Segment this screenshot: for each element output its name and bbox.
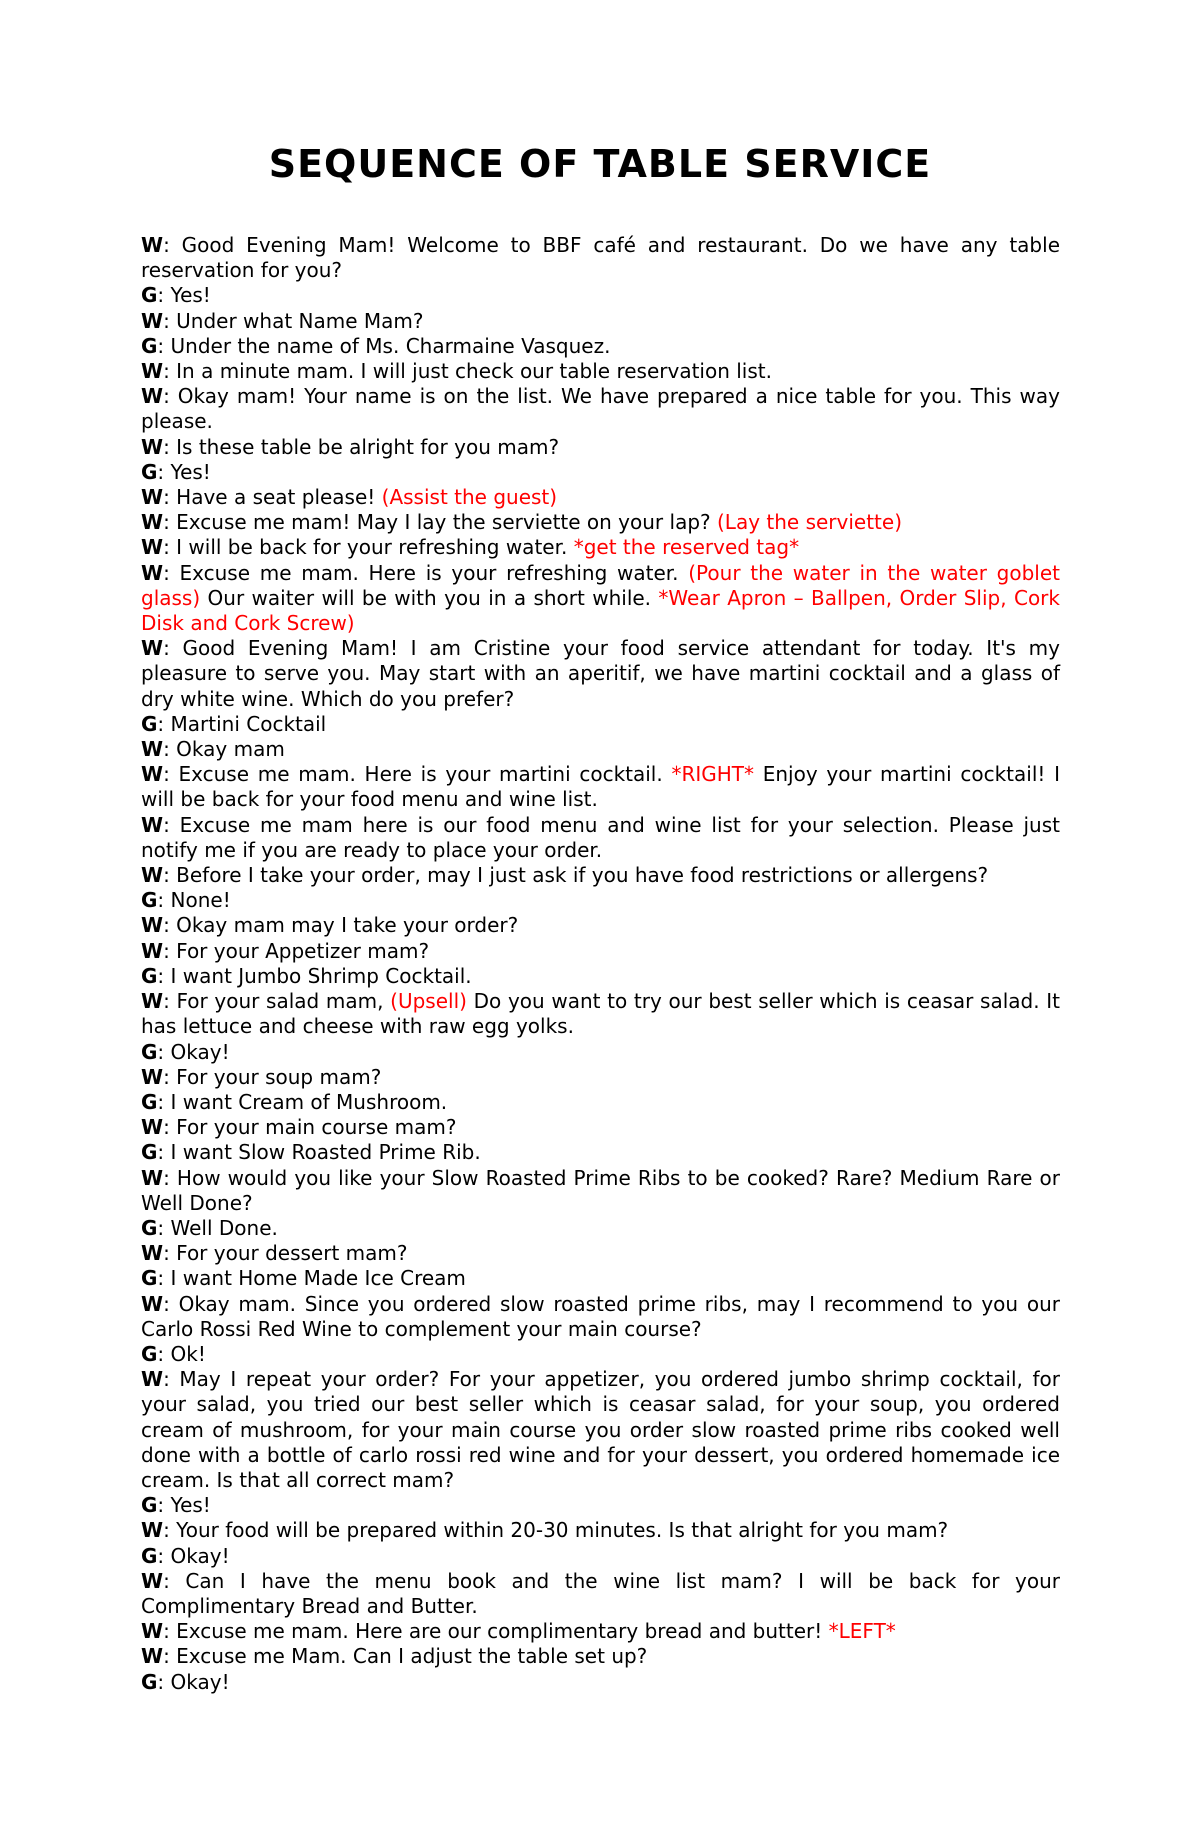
- dialogue-line: [141, 1493, 1060, 1518]
- dialogue-line: [141, 1569, 1060, 1619]
- dialogue-text: Do you want to try our best seller which is ceasar salad. It has lettuce and cheese with raw egg yolks.: [141, 989, 1060, 1039]
- dialogue-text: : Is these table be alright for you mam?: [163, 434, 560, 459]
- speaker-label: W: [141, 636, 164, 661]
- speaker-label: G: [141, 1089, 158, 1114]
- dialogue-line: [141, 939, 1060, 964]
- speaker-label: W: [141, 938, 164, 963]
- dialogue-line: [141, 1367, 1060, 1493]
- dialogue-text: : Okay!: [157, 1669, 230, 1694]
- dialogue-text: : Okay mam! Your name is on the list. We have prepared a nice table for you. This way please.: [141, 384, 1060, 434]
- dialogue-text: : Yes!: [157, 1493, 211, 1518]
- speaker-label: W: [141, 1115, 164, 1140]
- dialogue-line: [141, 1670, 1060, 1695]
- speaker-label: W: [141, 434, 164, 459]
- page-title: SEQUENCE OF TABLE SERVICE: [268, 142, 932, 186]
- dialogue-text: : For your main course mam?: [163, 1115, 457, 1140]
- speaker-label: W: [141, 560, 164, 585]
- dialogue-text: : None!: [157, 888, 231, 913]
- speaker-label: W: [141, 359, 164, 384]
- dialogue-line: [141, 1619, 1060, 1644]
- speaker-label: W: [141, 233, 164, 257]
- speaker-label: W: [141, 1644, 164, 1669]
- dialogue-text: : In a minute mam. I will just check our table reservation list.: [163, 359, 772, 384]
- speaker-label: G: [141, 1215, 158, 1240]
- dialogue-line: [141, 359, 1060, 384]
- speaker-label: W: [141, 1619, 164, 1644]
- dialogue-text: : Martini Cocktail: [157, 711, 327, 736]
- speaker-label: W: [141, 1518, 164, 1543]
- dialogue-line: [141, 1140, 1060, 1165]
- dialogue-text: : Okay!: [157, 1543, 230, 1568]
- dialogue-text: : Well Done.: [157, 1215, 278, 1240]
- stage-direction: *LEFT*: [828, 1619, 896, 1644]
- dialogue-text: : Excuse me mam. Here is your martini cocktail.: [163, 762, 672, 787]
- speaker-label: G: [141, 711, 158, 736]
- dialogue-text: : Good Evening Mam! I am Cristine your food service attendant for today. It's my pleasure to serve you. May start with an aperitif, we have martini cocktail and a glass of dry white wine. Which do you prefer?: [141, 636, 1060, 711]
- speaker-label: G: [141, 963, 158, 988]
- speaker-label: W: [141, 737, 164, 762]
- dialogue-text: : Before I take your order, may I just ask if you have food restrictions or allergens?: [163, 863, 989, 888]
- stage-direction: *Wear Apron – Ballpen, Order Slip, Cork Disk and Cork Screw): [141, 585, 1060, 636]
- dialogue-line: [141, 1644, 1060, 1669]
- speaker-label: G: [141, 1493, 158, 1518]
- dialogue-line: [141, 1090, 1060, 1115]
- dialogue-text: : May I repeat your order? For your appetizer, you ordered jumbo shrimp cocktail, for your salad, you tried our best seller which is ceasar salad, for your soup, you ordered cream of mushroom, for your main course you order slow roasted prime ribs cooked well done with a bottle of carlo rossi red wine and for your dessert, you ordered homemade ice cream. Is that all correct mam?: [141, 1367, 1060, 1492]
- dialogue-text: : For your dessert mam?: [163, 1241, 408, 1266]
- dialogue-text: : Yes!: [157, 459, 211, 484]
- dialogue-line: [141, 989, 1060, 1039]
- dialogue-line: [141, 1266, 1060, 1291]
- dialogue-text: : Have a seat please!: [163, 485, 382, 510]
- dialogue-line: [141, 913, 1060, 938]
- stage-direction: (Assist the guest): [381, 485, 558, 510]
- dialogue-line: [141, 1342, 1060, 1367]
- dialogue-text: : Excuse me mam here is our food menu and wine list for your selection. Please just notify me if you are ready to place your order.: [141, 812, 1060, 862]
- speaker-label: W: [141, 1241, 164, 1266]
- dialogue-text: : Under what Name Mam?: [163, 308, 424, 333]
- dialogue-line: [141, 1065, 1060, 1090]
- dialogue-line: [141, 1216, 1060, 1241]
- dialogue-line: [141, 561, 1060, 637]
- speaker-label: W: [141, 308, 164, 333]
- dialogue-text: : Can I have the menu book and the wine list mam? I will be back for your Complimentary Bread and Butter.: [141, 1568, 1060, 1618]
- stage-direction: (Upsell): [390, 989, 467, 1014]
- dialogue-text: : Excuse me mam. Here are our complimentary bread and butter!: [163, 1619, 829, 1644]
- speaker-label: W: [141, 384, 164, 409]
- dialogue-text: : Under the name of Ms. Charmaine Vasquez.: [157, 333, 611, 358]
- dialogue-text: : I will be back for your refreshing water.: [163, 535, 574, 560]
- dialogue-line: [141, 1292, 1060, 1342]
- dialogue-line: [141, 1115, 1060, 1140]
- speaker-label: W: [141, 863, 164, 888]
- dialogue-line: [141, 888, 1060, 913]
- dialogue-text: : Ok!: [157, 1341, 206, 1366]
- speaker-label: W: [141, 1291, 164, 1316]
- stage-direction: *get the reserved tag*: [573, 535, 800, 560]
- speaker-label: G: [141, 1341, 158, 1366]
- dialogue-line: [141, 1544, 1060, 1569]
- speaker-label: G: [141, 1140, 158, 1165]
- dialogue-line: [141, 712, 1060, 737]
- speaker-label: W: [141, 510, 164, 535]
- dialogue-text: : Okay mam. Since you ordered slow roasted prime ribs, may I recommend to you our Carlo Rossi Red Wine to complement your main course?: [141, 1291, 1060, 1341]
- dialogue-text: : Excuse me Mam. Can I adjust the table set up?: [163, 1644, 648, 1669]
- speaker-label: G: [141, 333, 158, 358]
- dialogue-text: : I want Cream of Mushroom.: [157, 1089, 448, 1114]
- dialogue-line: [141, 460, 1060, 485]
- speaker-label: W: [141, 762, 164, 787]
- dialogue-text: : I want Home Made Ice Cream: [157, 1266, 466, 1291]
- dialogue-text: : Good Evening Mam! Welcome to BBF café and restaurant. Do we have any table reservation for you?: [141, 233, 1060, 283]
- dialogue-line: [141, 762, 1060, 812]
- speaker-label: W: [141, 1165, 164, 1190]
- dialogue-text: : Excuse me mam! May I lay the serviette on your lap?: [163, 510, 717, 535]
- speaker-label: W: [141, 485, 164, 510]
- dialogue-line: [141, 384, 1060, 434]
- dialogue-line: [141, 737, 1060, 762]
- dialogue-line: [141, 1166, 1060, 1216]
- dialogue-line: [141, 510, 1060, 535]
- dialogue-text: : For your soup mam?: [163, 1064, 382, 1089]
- dialogue-text: : Yes!: [157, 283, 211, 308]
- speaker-label: G: [141, 1039, 158, 1064]
- dialogue-line: [141, 309, 1060, 334]
- speaker-label: G: [141, 1266, 158, 1291]
- stage-direction: (Lay the serviette): [717, 510, 903, 535]
- dialogue-line: [141, 334, 1060, 359]
- dialogue-line: [141, 485, 1060, 510]
- dialogue-line: [141, 636, 1060, 712]
- speaker-label: G: [141, 459, 158, 484]
- dialogue-text: : I want Slow Roasted Prime Rib.: [157, 1140, 481, 1165]
- dialogue-line: [141, 233, 1060, 283]
- dialogue-text: : For your salad mam,: [163, 989, 391, 1014]
- speaker-label: G: [141, 1669, 158, 1694]
- speaker-label: W: [141, 1568, 164, 1593]
- speaker-label: W: [141, 989, 164, 1014]
- dialogue-text: : Okay mam may I take your order?: [163, 913, 519, 938]
- dialogue-text: : For your Appetizer mam?: [163, 938, 430, 963]
- dialogue-text: : Excuse me mam. Here is your refreshing water.: [163, 560, 689, 585]
- dialogue-text: : I want Jumbo Shrimp Cocktail.: [157, 963, 472, 988]
- dialogue-line: [141, 964, 1060, 989]
- speaker-label: W: [141, 1064, 164, 1089]
- dialogue-line: [141, 813, 1060, 863]
- dialogue-line: [141, 1040, 1060, 1065]
- dialogue-line: [141, 1241, 1060, 1266]
- speaker-label: W: [141, 913, 164, 938]
- dialogue-line: [141, 1518, 1060, 1543]
- dialogue-text: : Okay mam: [163, 737, 285, 762]
- speaker-label: W: [141, 535, 164, 560]
- speaker-label: G: [141, 283, 158, 308]
- speaker-label: W: [141, 1367, 164, 1392]
- dialogue-text: : How would you like your Slow Roasted Prime Ribs to be cooked? Rare? Medium Rare or Well Done?: [141, 1165, 1060, 1215]
- speaker-label: G: [141, 1543, 158, 1568]
- dialogue-text: : Your food will be prepared within 20-30 minutes. Is that alright for you mam?: [163, 1518, 949, 1543]
- stage-direction: (Pour the water in the water goblet glass): [141, 560, 1060, 610]
- speaker-label: G: [141, 888, 158, 913]
- dialogue-text: Our waiter will be with you in a short while.: [200, 585, 659, 610]
- dialogue-line: [141, 863, 1060, 888]
- stage-direction: *RIGHT*: [671, 762, 754, 787]
- dialogue-line: [141, 283, 1060, 308]
- speaker-label: W: [141, 812, 164, 837]
- dialogue-text: Enjoy your martini cocktail! I will be back for your food menu and wine list.: [141, 762, 1060, 812]
- dialogue-line: [141, 435, 1060, 460]
- dialogue-line: [141, 535, 1060, 560]
- dialogue-transcript: [141, 233, 1060, 1695]
- dialogue-text: : Okay!: [157, 1039, 230, 1064]
